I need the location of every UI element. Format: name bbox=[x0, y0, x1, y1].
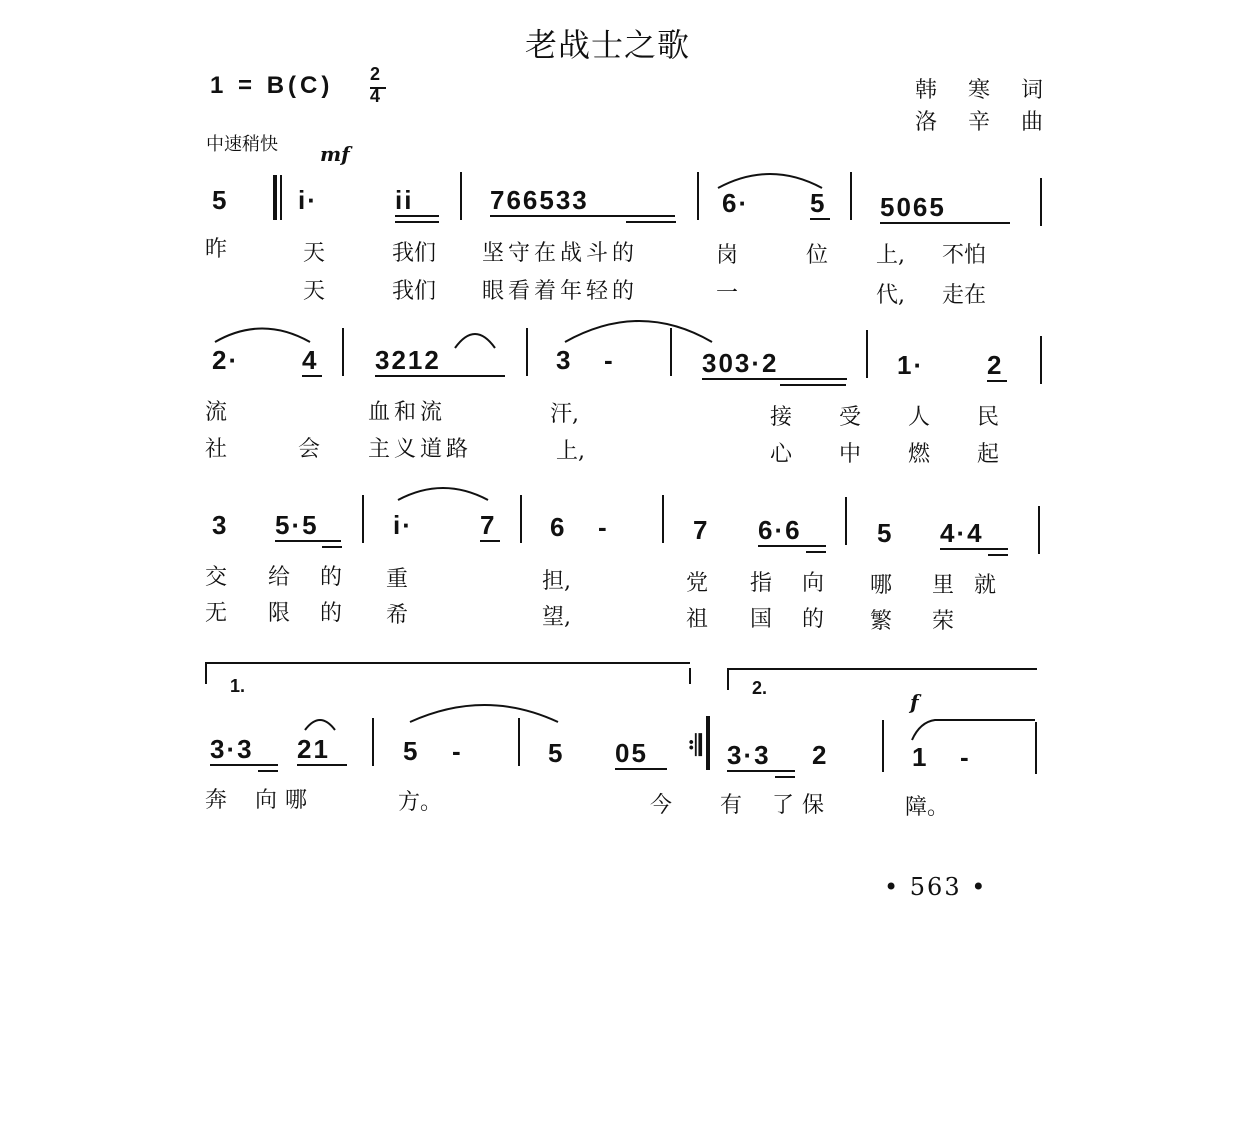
barline bbox=[866, 330, 868, 378]
row4-m5a: 1 bbox=[912, 742, 929, 772]
row4-m3b: 05 bbox=[615, 738, 648, 768]
lyric: 向哪 bbox=[255, 788, 316, 813]
underline bbox=[987, 380, 1007, 382]
lyric: 上, bbox=[556, 439, 585, 464]
row4-m1b: 21 bbox=[297, 734, 330, 764]
lyric: 的 bbox=[802, 607, 825, 632]
lyric: 心 中 燃 起 bbox=[770, 442, 999, 467]
lyric: 希 bbox=[386, 603, 409, 628]
repeat-end-thick bbox=[706, 716, 710, 770]
lyric: 担, bbox=[542, 569, 571, 594]
slur bbox=[718, 174, 822, 188]
key-signature: 1 = B(C) bbox=[210, 72, 334, 99]
underline bbox=[395, 221, 439, 223]
lyric: 天 bbox=[303, 241, 326, 266]
lyric: 上, 不怕 bbox=[876, 243, 986, 268]
row3-m1b: 5·5 bbox=[275, 510, 319, 540]
lyric: 社 bbox=[205, 437, 228, 462]
underline bbox=[297, 764, 347, 766]
row3-m5a: 5 bbox=[877, 518, 894, 548]
barline bbox=[697, 172, 699, 220]
barline bbox=[1040, 178, 1042, 226]
row1-pickup: 5 bbox=[212, 185, 229, 215]
underline bbox=[375, 375, 505, 377]
lyric: 一 bbox=[716, 281, 739, 306]
lyric: 眼看着年轻的 bbox=[482, 279, 639, 304]
underline bbox=[490, 215, 675, 217]
row3-m5b: 4·4 bbox=[940, 518, 984, 548]
row3-m3b: - bbox=[598, 512, 609, 542]
lyric: 汗, bbox=[550, 402, 579, 427]
row3-m4a: 7 bbox=[693, 515, 710, 545]
row2-m1b: 4 bbox=[302, 345, 319, 375]
lyric: 无 bbox=[205, 601, 228, 626]
volta1-bracket-left bbox=[205, 662, 207, 684]
tempo-marking: 中速稍快 bbox=[206, 134, 278, 155]
underline bbox=[615, 768, 667, 770]
slur bbox=[215, 329, 310, 343]
volta1-number: 1. bbox=[230, 676, 246, 696]
lyric: 国 bbox=[750, 607, 773, 632]
volta1-bracket-top bbox=[205, 662, 690, 664]
composer-credit: 洛 辛 曲 bbox=[915, 110, 1055, 135]
page-number: • 563 • bbox=[884, 873, 988, 901]
lyric: 奔 bbox=[205, 788, 228, 813]
lyric: 障。 bbox=[905, 795, 950, 820]
underline bbox=[302, 375, 322, 377]
barline bbox=[342, 328, 344, 376]
row4-m5b: - bbox=[960, 742, 971, 772]
lyricist-credit: 韩 寒 词 bbox=[915, 78, 1055, 103]
lyric: 的 bbox=[320, 601, 343, 626]
time-signature-top: 2 bbox=[370, 64, 385, 84]
barline bbox=[1038, 506, 1040, 554]
lyric: 交 bbox=[205, 565, 228, 590]
row4-m3a: 5 bbox=[548, 738, 565, 768]
row2-m5a: 1· bbox=[897, 350, 925, 380]
row2-m1a: 2· bbox=[212, 345, 240, 375]
underline bbox=[940, 548, 1008, 550]
lyric: 位 bbox=[806, 243, 829, 268]
tie-to-end bbox=[912, 720, 1035, 740]
lyric: 血和流 bbox=[368, 400, 447, 425]
row3-m2b: 7 bbox=[480, 510, 497, 540]
barline bbox=[662, 495, 664, 543]
volta2-bracket-left bbox=[727, 668, 729, 690]
underline bbox=[806, 551, 826, 553]
lyric: 限 bbox=[268, 601, 291, 626]
row2-m4: 303·2 bbox=[702, 348, 779, 378]
row1-m3b: 5 bbox=[810, 188, 827, 218]
row1-m1a: i· bbox=[298, 185, 318, 215]
underline bbox=[810, 218, 830, 220]
row2-m3b: - bbox=[604, 345, 615, 375]
row2-m3a: 3 bbox=[556, 345, 573, 375]
lyric: 望, bbox=[542, 605, 571, 630]
underline bbox=[988, 554, 1008, 556]
lyric: 哪 bbox=[870, 573, 893, 598]
lyric: 重 bbox=[386, 567, 409, 592]
slur bbox=[398, 488, 488, 500]
underline bbox=[780, 384, 846, 386]
row4-m2a: 5 bbox=[403, 736, 420, 766]
volta1-bracket-right bbox=[689, 668, 691, 684]
lyric: 天 bbox=[303, 279, 326, 304]
lyric: 岗 bbox=[716, 243, 739, 268]
underline bbox=[758, 545, 826, 547]
row2-m2: 3212 bbox=[375, 345, 441, 375]
underline bbox=[395, 215, 439, 217]
lyric: 祖 bbox=[686, 607, 709, 632]
barline bbox=[362, 495, 364, 543]
barline bbox=[845, 497, 847, 545]
slur bbox=[455, 334, 495, 348]
row1-m1b: ii bbox=[395, 185, 414, 215]
lyric: 给 bbox=[268, 565, 291, 590]
dynamic-marking-f: f bbox=[910, 690, 919, 714]
lyric: 接 受 人 民 bbox=[770, 405, 999, 430]
lyric: 指 bbox=[750, 571, 773, 596]
lyric: 坚守在战斗的 bbox=[482, 241, 639, 266]
underline bbox=[275, 540, 341, 542]
lyric: 荣 bbox=[932, 609, 955, 634]
lyric: 会 bbox=[298, 437, 321, 462]
underline bbox=[258, 770, 278, 772]
barline bbox=[1040, 336, 1042, 384]
barline bbox=[520, 495, 522, 543]
barline bbox=[850, 172, 852, 220]
lyric: 流 bbox=[205, 400, 228, 425]
repeat-start-thin bbox=[280, 175, 282, 220]
row1-m2: 766533 bbox=[490, 185, 589, 215]
final-barline bbox=[1035, 722, 1037, 774]
barline bbox=[460, 172, 462, 220]
dynamic-marking-mf: mf bbox=[320, 142, 350, 166]
lyric: 昨 bbox=[205, 237, 228, 262]
lyric: 我们 bbox=[392, 279, 437, 304]
time-signature-bottom: 4 bbox=[370, 86, 385, 106]
lyric: 的 bbox=[320, 565, 343, 590]
lyric: 里就 bbox=[932, 573, 1017, 598]
slur bbox=[565, 321, 712, 342]
barline bbox=[518, 718, 520, 766]
repeat-start-thick bbox=[273, 175, 277, 220]
lyric: 方。 bbox=[398, 790, 443, 815]
barline bbox=[526, 328, 528, 376]
repeat-end-dots: 𝄇 bbox=[688, 730, 704, 761]
row3-m2a: i· bbox=[393, 510, 413, 540]
lyric: 有 bbox=[720, 793, 743, 818]
underline bbox=[880, 222, 1010, 224]
row1-m3a: 6· bbox=[722, 188, 750, 218]
lyric: 了保 bbox=[772, 793, 833, 818]
row3-m3a: 6 bbox=[550, 512, 567, 542]
slur bbox=[305, 720, 335, 730]
lyric: 今 bbox=[650, 793, 673, 818]
lyric: 向 bbox=[802, 571, 825, 596]
lyric: 我们 bbox=[392, 241, 437, 266]
underline bbox=[626, 221, 676, 223]
slur bbox=[410, 705, 558, 722]
row4-m4b: 2 bbox=[812, 740, 829, 770]
underline bbox=[480, 540, 500, 542]
row1-m4: 5065 bbox=[880, 192, 946, 222]
volta2-number: 2. bbox=[752, 678, 768, 698]
lyric: 代, 走在 bbox=[876, 283, 986, 308]
barline bbox=[670, 328, 672, 376]
row4-m4a: 3·3 bbox=[727, 740, 771, 770]
underline bbox=[775, 776, 795, 778]
barline bbox=[372, 718, 374, 766]
underline bbox=[210, 764, 278, 766]
row4-m1a: 3·3 bbox=[210, 734, 254, 764]
row2-m5b: 2 bbox=[987, 350, 1004, 380]
lyric: 繁 bbox=[870, 609, 893, 634]
underline bbox=[727, 770, 795, 772]
lyric: 党 bbox=[686, 571, 709, 596]
underline bbox=[322, 546, 342, 548]
barline bbox=[882, 720, 884, 772]
row3-m4b: 6·6 bbox=[758, 515, 802, 545]
volta2-bracket-top bbox=[727, 668, 1037, 670]
row3-m1a: 3 bbox=[212, 510, 229, 540]
row4-m2b: - bbox=[452, 736, 463, 766]
song-title: 老战士之歌 bbox=[525, 26, 691, 64]
underline bbox=[702, 378, 847, 380]
lyric: 主义道路 bbox=[368, 437, 473, 462]
